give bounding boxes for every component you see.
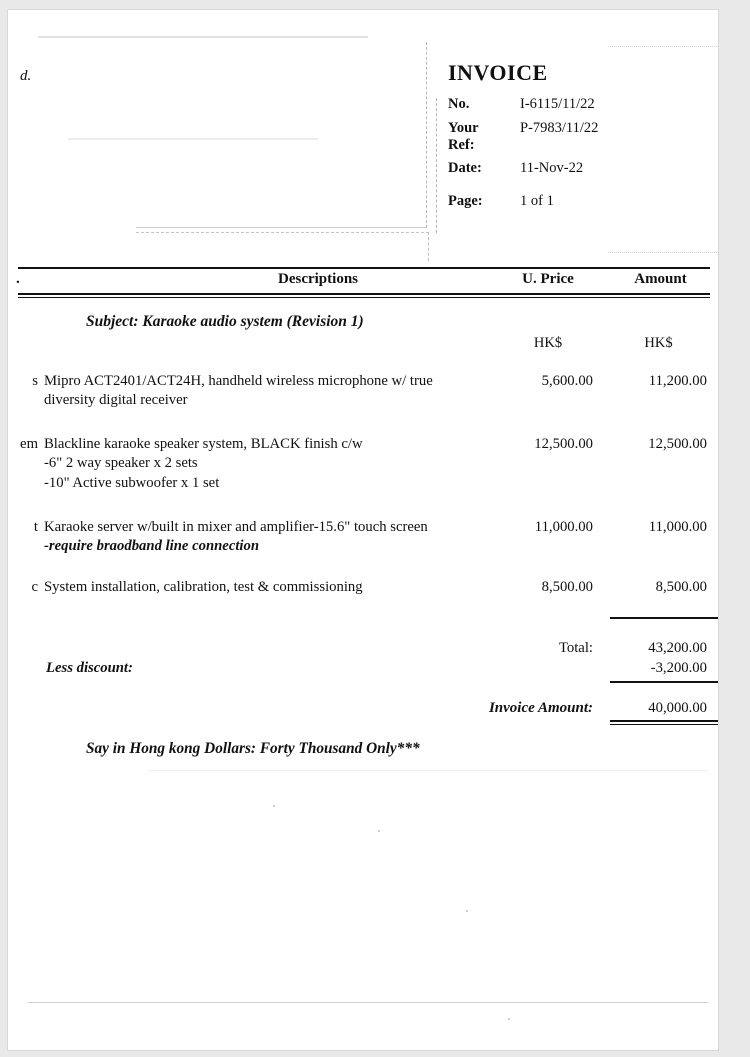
scan-artifact-speck <box>466 910 468 912</box>
row-amount: 11,000.00 <box>648 519 707 535</box>
row-description-line: System installation, calibration, test & commissioning <box>44 579 363 595</box>
row-description-line: -10" Active subwoofer x 1 set <box>44 474 220 491</box>
invoice-number-label: No. <box>448 96 470 112</box>
invoice-amount-rule <box>610 720 718 722</box>
row-description-line: Karaoke server w/built in mixer and amplifier-15.6" touch screen <box>44 519 428 535</box>
currency-amount: HK$ <box>644 335 673 351</box>
page-title: INVOICE <box>448 60 548 85</box>
scan-artifact-speck <box>273 805 275 807</box>
table-header-row <box>8 271 718 293</box>
row-description-line: diversity digital receiver <box>44 392 188 409</box>
your-ref-label: Your Ref: <box>448 120 479 153</box>
section-marker: d. <box>20 68 32 84</box>
row-qty: s <box>32 373 38 389</box>
row-amount: 11,200.00 <box>648 373 707 389</box>
column-header-amount: Amount <box>634 271 687 287</box>
scan-artifact-line <box>38 36 368 38</box>
scan-artifact-line <box>68 138 318 140</box>
total-label: Total: <box>558 640 593 656</box>
row-qty: c <box>31 579 38 595</box>
your-ref-row <box>448 120 698 153</box>
row-description <box>44 578 494 597</box>
row-description-note: -require braodband line connection <box>44 538 260 555</box>
currency-unit-price: HK$ <box>533 335 563 351</box>
row-unit-price: 11,000.00 <box>534 519 593 535</box>
date-value: 11-Nov-22 <box>520 160 584 177</box>
total-value: 43,200.00 <box>648 640 707 656</box>
table-header-rule <box>18 293 710 295</box>
invoice-number-row <box>448 96 698 113</box>
scan-artifact-speck <box>378 830 380 832</box>
page-label: Page: <box>448 193 483 210</box>
row-qty: t <box>33 519 38 535</box>
invoice-header-block <box>448 60 698 217</box>
your-ref-value: P-7983/11/22 <box>520 120 599 136</box>
column-header-unit-price: U. Price <box>522 271 574 287</box>
table-top-rule <box>18 267 710 269</box>
discount-label: Less discount: <box>46 660 133 676</box>
amount-in-words: Say in Hong kong Dollars: Forty Thousand Only*** <box>86 740 420 757</box>
scan-artifact-box <box>136 232 429 261</box>
discount-value: -3,200.00 <box>650 660 707 676</box>
column-header-descriptions: Descriptions <box>278 271 358 287</box>
subtotal-rule <box>610 617 718 619</box>
scan-artifact-box <box>136 42 427 228</box>
invoice-amount-rule <box>610 724 718 725</box>
row-unit-price: 8,500.00 <box>541 579 593 595</box>
row-description-line: Blackline karaoke speaker system, BLACK finish c/w <box>44 436 363 452</box>
subject-line: Subject: Karaoke audio system (Revision 1) <box>86 313 364 330</box>
date-label: Date: <box>448 160 482 177</box>
discount-rule <box>610 681 718 683</box>
invoice-page <box>8 10 718 1050</box>
row-amount: 12,500.00 <box>648 436 707 452</box>
row-unit-price: 5,600.00 <box>541 373 593 389</box>
row-description-line: Mipro ACT2401/ACT24H, handheld wireless microphone w/ true <box>44 373 433 389</box>
table-header-rule <box>18 297 710 298</box>
row-description <box>44 372 494 411</box>
row-description <box>44 435 494 493</box>
scan-artifact-line <box>28 1002 708 1003</box>
page-row <box>448 193 698 210</box>
row-amount: 8,500.00 <box>655 579 707 595</box>
scan-artifact-line <box>148 770 708 771</box>
scan-artifact-speck <box>508 1018 510 1020</box>
row-description-line: -6" 2 way speaker x 2 sets <box>44 455 198 472</box>
invoice-number-value: I-6115/11/22 <box>520 96 595 112</box>
scan-artifact-box <box>436 98 440 233</box>
column-header-qty: . <box>16 271 20 287</box>
row-unit-price: 12,500.00 <box>534 436 593 452</box>
row-qty: em <box>20 436 38 452</box>
invoice-amount-label: Invoice Amount: <box>488 700 593 716</box>
date-row <box>448 160 698 177</box>
page-value: 1 of 1 <box>520 193 554 210</box>
row-description <box>44 518 494 557</box>
invoice-amount-value: 40,000.00 <box>648 700 707 716</box>
